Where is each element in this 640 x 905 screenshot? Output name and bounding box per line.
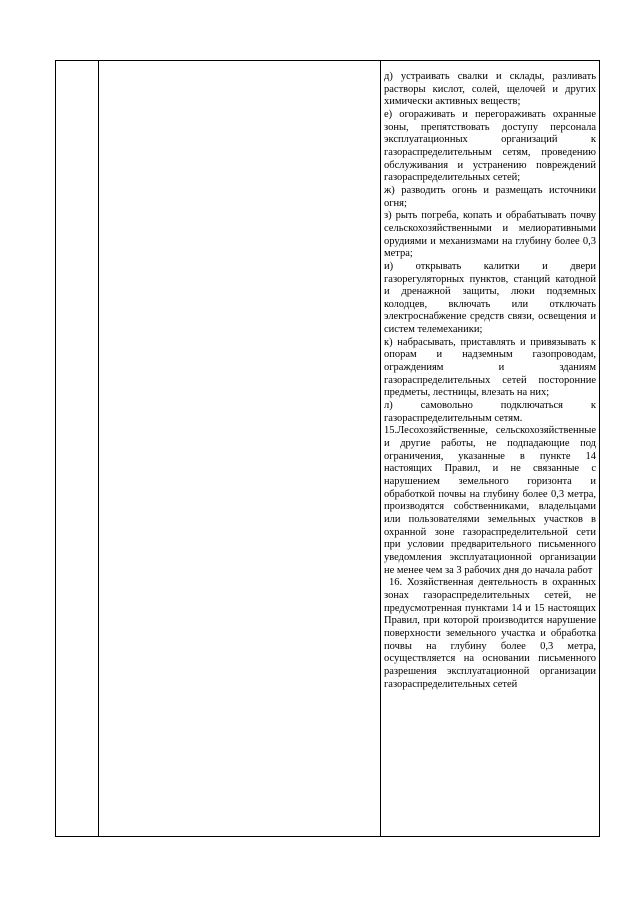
table-cell-text — [384, 71, 599, 691]
paragraph-l: л) самовольно подключаться к газораспределительным сетям. — [384, 400, 596, 424]
paragraph-e: е) огораживать и перегораживать охранные зоны, препятствовать доступу персонала эксплуатационных организаций к газораспределительным сетям, проведению обслуживания и устранению повреждений газораспределительных сетей; — [384, 108, 596, 184]
paragraph-z: з) рыть погреба, копать и обрабатывать почву сельскохозяйственными и мелиоративными орудиями и механизмами на глубину более 0,3 метра; — [384, 210, 596, 260]
paragraph-zh: ж) разводить огонь и размещать источники огня; — [384, 184, 596, 209]
paragraph-k: к) набрасывать, приставлять и привязывать к опорам и надземным газопроводам, ограждениям и зданиям газораспределительных сетей посторонние предметы, лестницы, влезать на них; — [384, 336, 596, 399]
column-divider-1 — [98, 61, 99, 836]
column-divider-2 — [380, 61, 381, 836]
paragraph-15: 15.Лесохозяйственные, сельскохозяйственные и другие работы, не подпадающие под ограничения, указанные в пункте 14 настоящих Правил, и не связанные с нарушением земельного горизонта и обработкой почвы на глубину более 0,3 метра, производятся собственниками, владельцами или пользователями земельных участков в охранной зоне газораспределительной сети при условии предварительного письменного уведомления эксплуатационной организации не менее чем за 3 рабочих дня до начала работ — [384, 425, 596, 576]
paragraph-i: и) открывать калитки и двери газорегуляторных пунктов, станций катодной и дренажной защиты, люки подземных колодцев, включать или отключать электроснабжение средств связи, освещения и систем телемеханики; — [384, 260, 596, 336]
paragraph-16: 16. Хозяйственная деятельность в охранных зонах газораспределительных сетей, не предусмотренная пунктами 14 и 15 настоящих Правил, при которой производится нарушение поверхности земельного участка и обработка почвы на глубину более 0,3 метра, осуществляется на основании письменного разрешения эксплуатационной организации газораспределительных сетей — [384, 577, 599, 690]
paragraph-d: д) устраивать свалки и склады, разливать растворы кислот, солей, щелочей и других химически активных веществ; — [384, 71, 596, 108]
document-table — [55, 60, 600, 837]
